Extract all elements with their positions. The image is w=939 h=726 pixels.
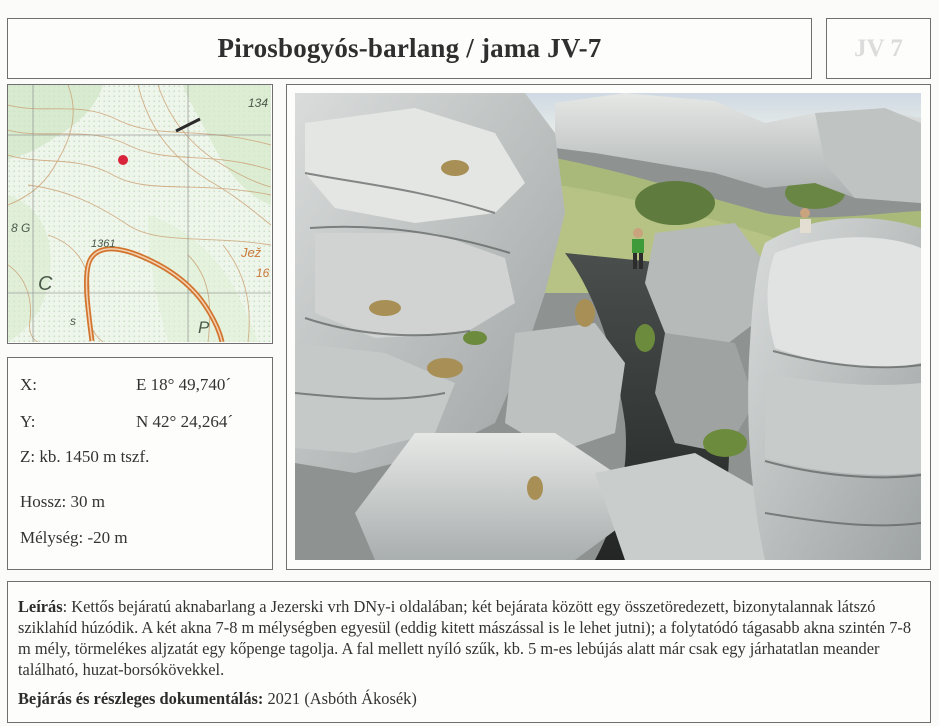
map-label-elevation-134: 134	[248, 96, 269, 110]
z-elevation: Z: kb. 1450 m tszf.	[20, 447, 150, 466]
cave-entrance-photo	[295, 93, 921, 560]
page-title: Pirosbogyós-barlang / jama JV-7	[217, 33, 602, 63]
cave-code: JV 7	[854, 34, 903, 62]
x-value: E 18° 49,740´	[136, 375, 232, 394]
title-box	[7, 18, 812, 79]
map-label-s: s	[70, 314, 76, 328]
location-map	[7, 84, 273, 344]
coordinates-panel	[7, 357, 273, 570]
map-label-16: 16	[256, 266, 270, 280]
cave-photo-frame	[286, 84, 931, 570]
x-label: X:	[20, 375, 37, 394]
cave-length: Hossz: 30 m	[20, 492, 105, 511]
description-text: : Kettős bejáratú aknabarlang a Jezerski vrh DNy-i oldalában; két bejárata között egy összetöredezett, bizonytalannak látszó sziklahíd húzódik. A két akna 7-8 m mélységben egyesül (eddig kitett mászással is le lehet jutni); a folytatódó tágasabb akna szintén 7-8 m mély, törmelékes aljzatát egy kőpenge tagolja. A fal mellett nyíló szűk, kb. 5 m-es lebújás alatt már csak egy járhatatlan meander található, huzat-borsókövekkel.	[18, 597, 912, 679]
map-label-p: P	[198, 318, 210, 337]
map-label-jez: Jež	[241, 245, 262, 260]
y-value: N 42° 24,264´	[136, 412, 233, 431]
cave-code-box	[826, 18, 931, 79]
cave-depth: Mélység: -20 m	[20, 528, 128, 547]
y-label: Y:	[20, 412, 36, 431]
map-label-elevation-1361: 1361	[91, 238, 116, 250]
documentation-label: Bejárás és részleges dokumentálás:	[18, 689, 264, 708]
map-label-c: C	[38, 273, 53, 295]
description-panel	[7, 581, 931, 723]
documentation-value: 2021 (Asbóth Ákosék)	[263, 689, 417, 708]
documentation-paragraph	[18, 688, 920, 709]
map-label-8g: 8 G	[11, 221, 31, 235]
topographic-map-image	[8, 85, 271, 342]
description-label: Leírás	[18, 597, 63, 616]
cave-location-marker	[118, 155, 128, 165]
description-paragraph	[18, 596, 920, 680]
